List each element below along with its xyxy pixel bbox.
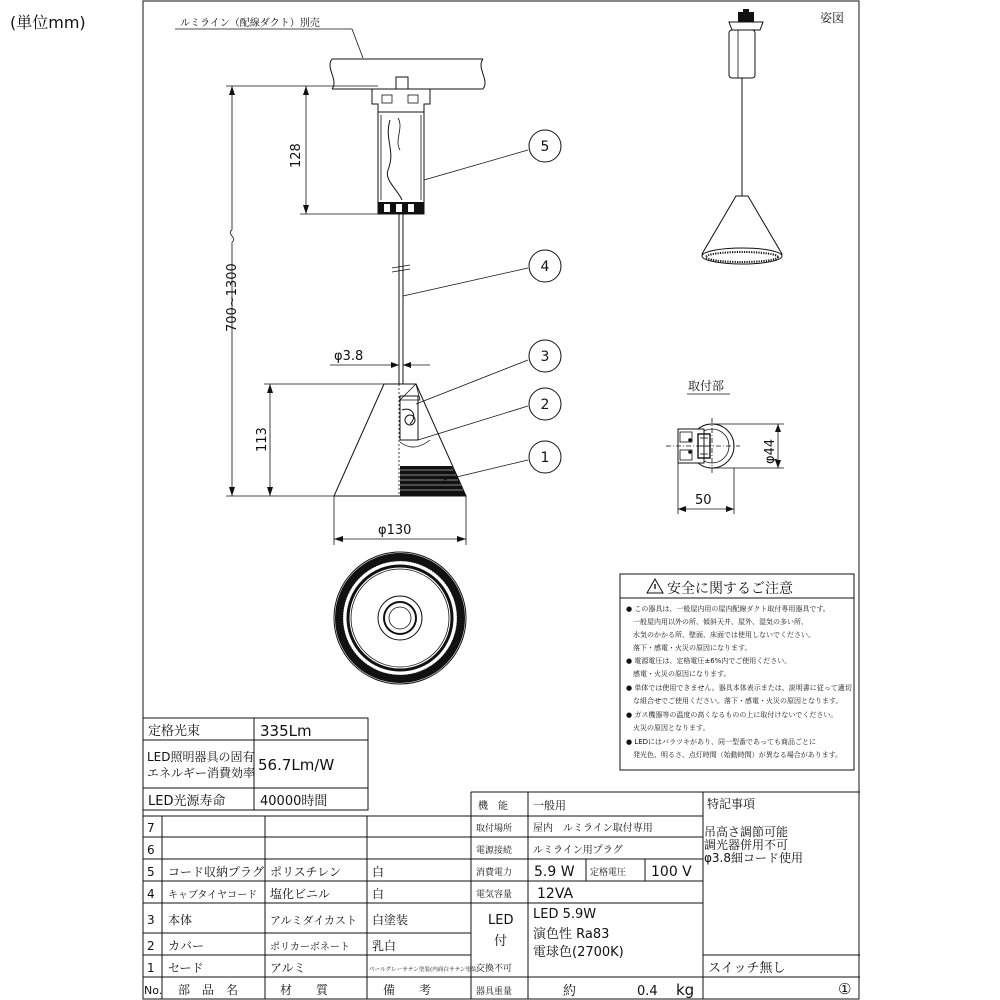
svg-text:調光器併用不可: 調光器併用不可 bbox=[704, 838, 789, 852]
svg-text:乳白: 乳白 bbox=[372, 939, 397, 953]
dimension-cord-diameter bbox=[330, 349, 430, 368]
svg-text:火災の原因となります。: 火災の原因となります。 bbox=[626, 724, 710, 732]
svg-text:● この器具は、一般屋内用の屋内配線ダクト取付専用器具です。: ● この器具は、一般屋内用の屋内配線ダクト取付専用器具です。 bbox=[626, 605, 830, 613]
svg-text:No.: No. bbox=[144, 984, 163, 997]
callout-4 bbox=[403, 250, 561, 296]
svg-text:本体: 本体 bbox=[168, 913, 193, 927]
cord-storage-plug bbox=[372, 77, 430, 214]
svg-text:機 能: 機 能 bbox=[478, 801, 508, 812]
svg-text:φ3.8細コード使用: φ3.8細コード使用 bbox=[704, 851, 804, 865]
svg-text:落下・感電・火災の原因になります。: 落下・感電・火災の原因になります。 bbox=[626, 644, 752, 652]
safety-lines bbox=[626, 604, 852, 759]
svg-text:キャブタイヤコード: キャブタイヤコード bbox=[168, 890, 258, 901]
svg-text:113: 113 bbox=[255, 427, 270, 452]
svg-text:6: 6 bbox=[147, 843, 155, 857]
svg-text:器具重量: 器具重量 bbox=[476, 987, 513, 997]
callout-3 bbox=[416, 340, 561, 404]
mount-detail bbox=[666, 378, 784, 514]
svg-text:ペールグレーサテン塗装(内面白サテン塗装): ペールグレーサテン塗装(内面白サテン塗装) bbox=[369, 967, 479, 973]
front-view bbox=[175, 16, 561, 545]
svg-text:演色性 Ra83: 演色性 Ra83 bbox=[533, 927, 610, 942]
svg-text:LED 5.9W: LED 5.9W bbox=[533, 907, 597, 922]
svg-text:特記事項: 特記事項 bbox=[707, 797, 756, 811]
svg-text:3: 3 bbox=[540, 349, 550, 365]
dimension-128 bbox=[289, 86, 378, 214]
svg-text:備 考: 備 考 bbox=[383, 983, 432, 997]
svg-text:7: 7 bbox=[147, 821, 155, 835]
svg-text:①: ① bbox=[838, 980, 852, 998]
parts-header bbox=[144, 982, 431, 997]
svg-text:4: 4 bbox=[147, 887, 155, 901]
svg-text:セード: セード bbox=[168, 961, 204, 975]
svg-text:アルミダイカスト: アルミダイカスト bbox=[270, 914, 358, 927]
bottom-view bbox=[334, 552, 466, 684]
svg-text:kg: kg bbox=[676, 981, 695, 999]
svg-text:5: 5 bbox=[147, 865, 155, 879]
svg-text:● LEDにはバラツキがあり、同一型番であっても商品ごとに: ● LEDにはバラツキがあり、同一型番であっても商品ごとに bbox=[626, 738, 816, 746]
svg-text:一般屋内用以外の所、傾斜天井、屋外、湿気の多い所、: 一般屋内用以外の所、傾斜天井、屋外、湿気の多い所、 bbox=[626, 618, 808, 626]
svg-text:100 V: 100 V bbox=[651, 864, 692, 880]
svg-text:定格電圧: 定格電圧 bbox=[590, 868, 627, 878]
unit-label: (単位mm) bbox=[10, 13, 86, 32]
svg-text:12VA: 12VA bbox=[537, 886, 574, 902]
svg-text:電気容量: 電気容量 bbox=[476, 890, 513, 900]
svg-text:約: 約 bbox=[563, 984, 577, 999]
svg-text:2: 2 bbox=[540, 397, 550, 413]
svg-text:スイッチ無し: スイッチ無し bbox=[708, 961, 786, 976]
parts-rows bbox=[147, 821, 479, 975]
svg-text:白: 白 bbox=[372, 865, 385, 879]
svg-text:定格光束: 定格光束 bbox=[148, 724, 201, 739]
svg-text:交換不可: 交換不可 bbox=[476, 964, 513, 974]
svg-text:128: 128 bbox=[289, 143, 304, 168]
rail-label: ルミライン（配線ダクト）別売 bbox=[180, 18, 320, 29]
svg-text:白塗装: 白塗装 bbox=[372, 913, 409, 927]
svg-text:φ3.8: φ3.8 bbox=[334, 349, 364, 364]
svg-text:LED照明器具の固有: LED照明器具の固有 bbox=[147, 750, 255, 764]
svg-text:付: 付 bbox=[494, 934, 508, 949]
svg-text:エネルギー消費効率: エネルギー消費効率 bbox=[147, 766, 256, 780]
svg-text:● 電源電圧は、定格電圧±6%内でご使用ください。: ● 電源電圧は、定格電圧±6%内でご使用ください。 bbox=[626, 657, 792, 665]
svg-text:白: 白 bbox=[372, 887, 385, 901]
svg-text:3: 3 bbox=[147, 913, 155, 927]
svg-text:● ガス機器等の温度の高くなるものの上に取付けないでください: ● ガス機器等の温度の高くなるものの上に取付けないでください。 bbox=[626, 711, 838, 719]
svg-text:4: 4 bbox=[540, 259, 550, 275]
svg-text:ポリカーボネート: ポリカーボネート bbox=[270, 942, 350, 953]
svg-text:700~1300: 700~1300 bbox=[225, 263, 240, 332]
lamp-body bbox=[400, 396, 418, 440]
dimension-44: φ44 bbox=[763, 438, 778, 464]
svg-text:LED: LED bbox=[488, 913, 514, 928]
svg-text:塩化ビニル: 塩化ビニル bbox=[270, 887, 331, 901]
view-label: 姿図 bbox=[820, 11, 845, 25]
safety-notice bbox=[620, 574, 854, 770]
svg-text:水気のかかる所、壁面、床面では使用しないでください。: 水気のかかる所、壁面、床面では使用しないでください。 bbox=[626, 631, 815, 639]
spec-table bbox=[143, 718, 368, 810]
svg-text:屋内 ルミライン取付専用: 屋内 ルミライン取付専用 bbox=[533, 823, 653, 834]
svg-text:一般用: 一般用 bbox=[533, 799, 566, 812]
svg-text:φ130: φ130 bbox=[378, 523, 412, 538]
parts-table bbox=[143, 792, 860, 999]
svg-text:発光色、明るさ、点灯時間（始動時間）が異なる場合があります。: 発光色、明るさ、点灯時間（始動時間）が異なる場合があります。 bbox=[626, 751, 843, 759]
svg-text:2: 2 bbox=[147, 939, 155, 953]
safety-title: 安全に関するご注意 bbox=[667, 581, 793, 597]
dimension-50: 50 bbox=[695, 493, 712, 508]
svg-text:ポリスチレン: ポリスチレン bbox=[270, 865, 341, 879]
svg-text:335Lm: 335Lm bbox=[260, 722, 312, 740]
info-column bbox=[476, 799, 694, 999]
svg-text:コード収納プラグ: コード収納プラグ bbox=[168, 865, 265, 879]
dimension-700-1300 bbox=[225, 86, 334, 496]
dimension-113 bbox=[255, 384, 384, 496]
svg-text:56.7Lm/W: 56.7Lm/W bbox=[258, 756, 335, 774]
svg-text:材 質: 材 質 bbox=[280, 983, 329, 997]
svg-text:LED光源寿命: LED光源寿命 bbox=[148, 794, 226, 809]
svg-text:電源接続: 電源接続 bbox=[476, 846, 513, 856]
perspective-view bbox=[702, 9, 844, 264]
notes-column bbox=[704, 796, 851, 998]
svg-text:40000時間: 40000時間 bbox=[260, 794, 328, 809]
svg-text:部 品 名: 部 品 名 bbox=[178, 983, 239, 997]
svg-text:1: 1 bbox=[540, 450, 550, 466]
svg-text:5: 5 bbox=[540, 139, 550, 155]
svg-text:消費電力: 消費電力 bbox=[476, 868, 513, 878]
svg-text:● 単体では使用できません。器具本体表示または、説明書に従っ: ● 単体では使用できません。器具本体表示または、説明書に従って適切 bbox=[626, 684, 852, 692]
mount-label: 取付部 bbox=[688, 379, 725, 393]
callout-5 bbox=[424, 130, 561, 180]
callout-1 bbox=[444, 441, 561, 480]
svg-text:5.9 W: 5.9 W bbox=[534, 864, 575, 880]
dimension-shade-diameter bbox=[334, 496, 466, 545]
svg-text:ルミライン用プラグ: ルミライン用プラグ bbox=[533, 845, 623, 856]
svg-text:0.4: 0.4 bbox=[637, 984, 658, 999]
svg-text:電球色(2700K): 電球色(2700K) bbox=[533, 945, 624, 960]
svg-text:吊高さ調節可能: 吊高さ調節可能 bbox=[704, 825, 789, 839]
svg-text:取付場所: 取付場所 bbox=[476, 824, 513, 834]
callout-2 bbox=[418, 388, 561, 440]
svg-text:アルミ: アルミ bbox=[270, 961, 306, 975]
svg-text:な組合せでご使用ください。落下・感電・火災の原因となります。: な組合せでご使用ください。落下・感電・火災の原因となります。 bbox=[626, 697, 843, 705]
svg-text:カバー: カバー bbox=[168, 939, 205, 953]
svg-text:1: 1 bbox=[147, 961, 155, 975]
svg-text:感電・火災の原因になります。: 感電・火災の原因になります。 bbox=[626, 670, 731, 678]
